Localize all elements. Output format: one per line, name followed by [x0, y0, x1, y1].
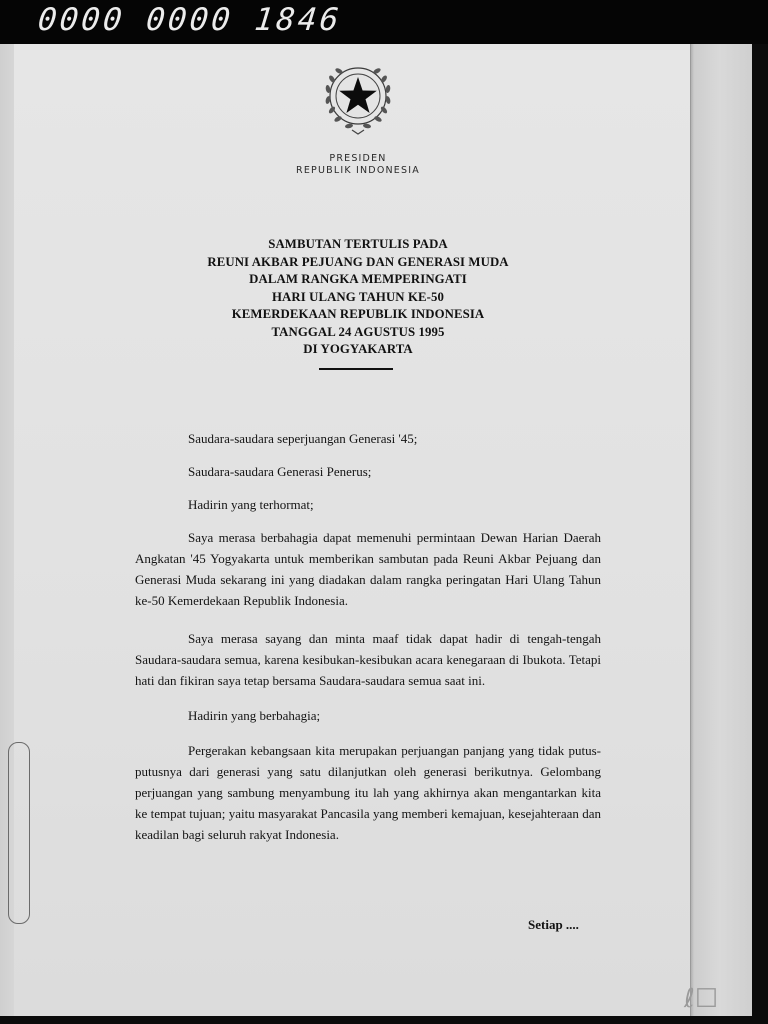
film-strip-header	[0, 0, 768, 44]
heading-line: HARI ULANG TAHUN KE-50	[271, 289, 444, 304]
heading-line: SAMBUTAN TERTULIS PADA	[268, 237, 448, 251]
catchword: Setiap ....	[528, 917, 579, 932]
salutation: Hadirin yang terhormat;	[188, 497, 314, 512]
salutation: Saudara-saudara seperjuangan Generasi '45;	[188, 431, 418, 446]
salutation: Saudara-saudara Generasi Penerus;	[188, 464, 372, 479]
star-wreath-emblem-icon	[316, 58, 400, 138]
document-heading	[150, 236, 566, 359]
heading-line: KEMERDEKAAN REPUBLIK INDONESIA	[231, 307, 485, 321]
frame-number: 0000 0000 1846	[36, 2, 344, 38]
institution-name	[200, 153, 516, 177]
salutation: Hadirin yang berbahagia;	[188, 708, 321, 723]
heading-line: REUNI AKBAR PEJUANG DAN GENERASI MUDA	[207, 254, 509, 269]
scan-border-right	[752, 44, 768, 1024]
heading-line: DI YOGYAKARTA	[303, 342, 413, 356]
binder-tab	[8, 742, 30, 924]
heading-divider	[319, 368, 393, 370]
paragraph: Saya merasa sayang dan minta maaf tidak dapat hadir di tengah-tengah Saudara-saudara semua, karena kesibukan-kesibukan acara kenegaraan di Ibukota. Tetapi hati dan fikiran saya tetap bersama Saudara-saudara semua saat ini.	[135, 631, 601, 688]
heading-line: TANGGAL 24 AGUSTUS 1995	[271, 324, 445, 339]
institution-line-1: PRESIDEN	[329, 153, 387, 164]
heading-line: DALAM RANGKA MEMPERINGATI	[249, 272, 467, 286]
underlying-page-edge	[690, 44, 752, 1016]
paragraph: Pergerakan kebangsaan kita merupakan perjuangan panjang yang tidak putus-putusnya dari generasi yang satu dilanjutkan oleh generasi berikutnya. Gelombang perjuangan yang sambung menyambung itu lah yang akhirnya akan mengantarkan kita ke tempat tujuan; yaitu masyarakat Pancasila yang memberi kemajuan, kesejahteraan dan keadilan bagi seluruh rakyat Indonesia.	[135, 743, 601, 842]
paragraph: Saya merasa berbahagia dapat memenuhi permintaan Dewan Harian Daerah Angkatan '45 Yogyakarta untuk memberikan sambutan pada Reuni Akbar Pejuang dan Generasi Muda sekarang ini yang diadakan dalam rangka peringatan Hari Ulang Tahun ke-50 Kemerdekaan Republik Indonesia.	[135, 530, 601, 608]
institution-line-2: REPUBLIK INDONESIA	[296, 165, 420, 176]
scan-border-bottom	[0, 1016, 768, 1024]
speech-body	[135, 428, 601, 845]
page-corner-mark: ℓ☐	[684, 984, 719, 1014]
